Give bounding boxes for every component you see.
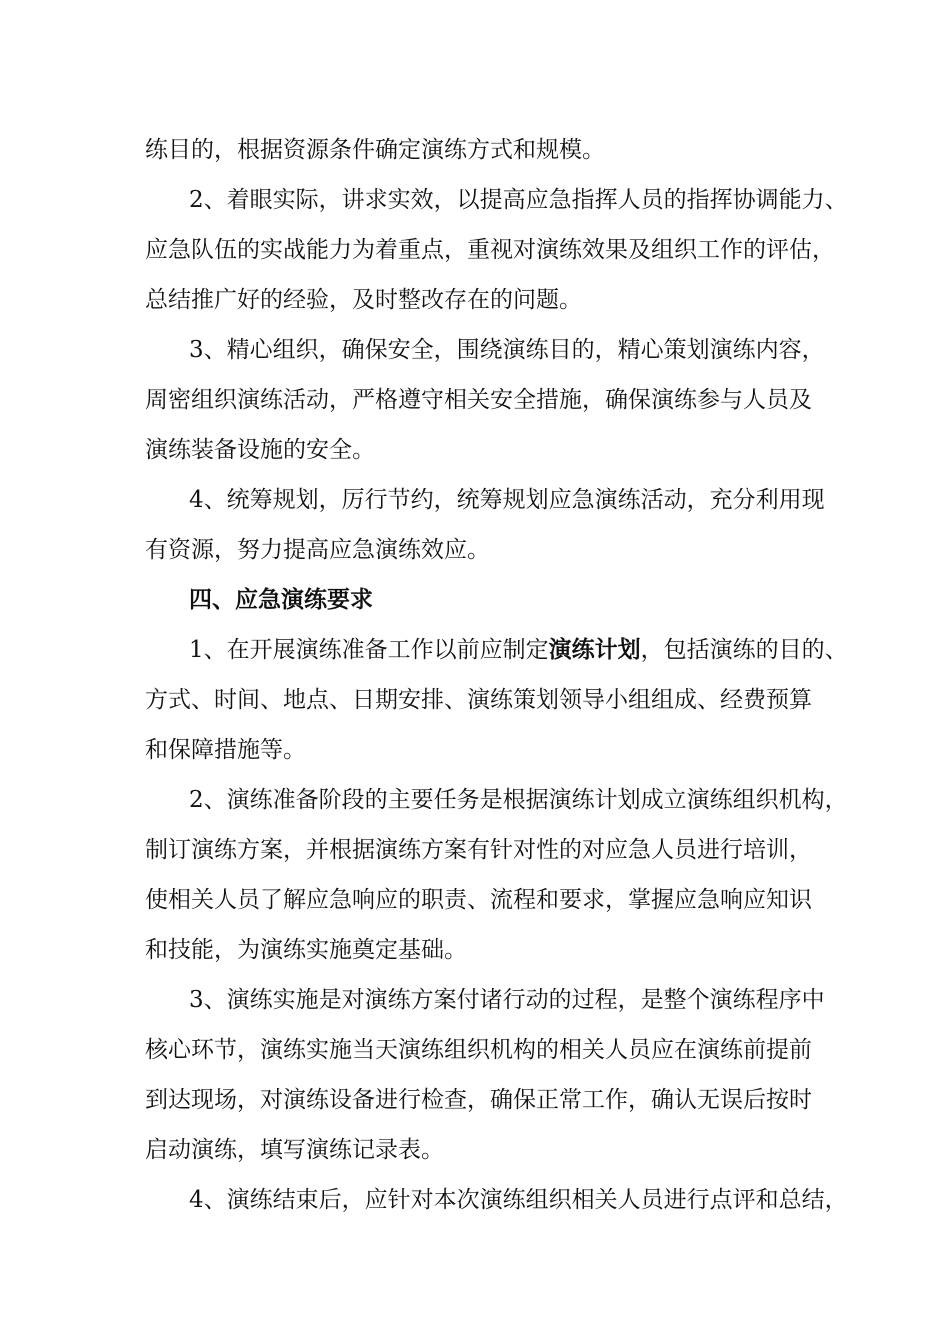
text-line: 方式、时间、地点、日期安排、演练策划领导小组组成、经费预算: [145, 687, 812, 713]
text-line: 到达现场，对演练设备进行检查，确保正常工作，确认无误后按时: [145, 1087, 812, 1113]
text-line: 和技能，为演练实施奠定基础。: [145, 937, 467, 963]
text-line: 4、统筹规划，厉行节约，统筹规划应急演练活动，充分利用现: [189, 487, 825, 513]
text-span: 1、在开展演练准备工作以前应制定: [189, 637, 549, 663]
text-line: 制订演练方案，并根据演练方案有针对性的对应急人员进行培训，: [145, 837, 812, 863]
text-line: 使相关人员了解应急响应的职责、流程和要求，掌握应急响应知识: [145, 887, 812, 913]
text-span: ，包括演练的目的、: [640, 637, 848, 663]
text-line: 3、演练实施是对演练方案付诸行动的过程，是整个演练程序中: [189, 987, 825, 1013]
text-line: 练目的，根据资源条件确定演练方式和规模。: [145, 137, 605, 163]
bold-keyword: 演练计划: [548, 636, 641, 663]
text-line: 演练装备设施的安全。: [145, 437, 375, 463]
text-line: 应急队伍的实战能力为着重点，重视对演练效果及组织工作的评估，: [145, 237, 835, 263]
text-line: 和保障措施等。: [145, 737, 306, 763]
text-line: 2、演练准备阶段的主要任务是根据演练计划成立演练组织机构，: [189, 787, 848, 813]
text-line: 启动演练，填写演练记录表。: [145, 1137, 444, 1163]
section-heading: 四、应急演练要求: [189, 586, 373, 613]
text-line: 4、演练结束后，应针对本次演练组织相关人员进行点评和总结，: [189, 1187, 848, 1213]
text-line: 周密组织演练活动，严格遵守相关安全措施，确保演练参与人员及: [145, 387, 812, 413]
text-line: [189, 630, 879, 670]
text-line: 3、精心组织，确保安全，围绕演练目的，精心策划演练内容，: [189, 337, 825, 363]
text-line: 有资源，努力提高应急演练效应。: [145, 537, 490, 563]
text-line: 总结推广好的经验，及时整改存在的问题。: [145, 287, 582, 313]
text-line: 核心环节，演练实施当天演练组织机构的相关人员应在演练前提前: [145, 1037, 812, 1063]
text-line: 2、着眼实际，讲求实效，以提高应急指挥人员的指挥协调能力、: [189, 187, 848, 213]
